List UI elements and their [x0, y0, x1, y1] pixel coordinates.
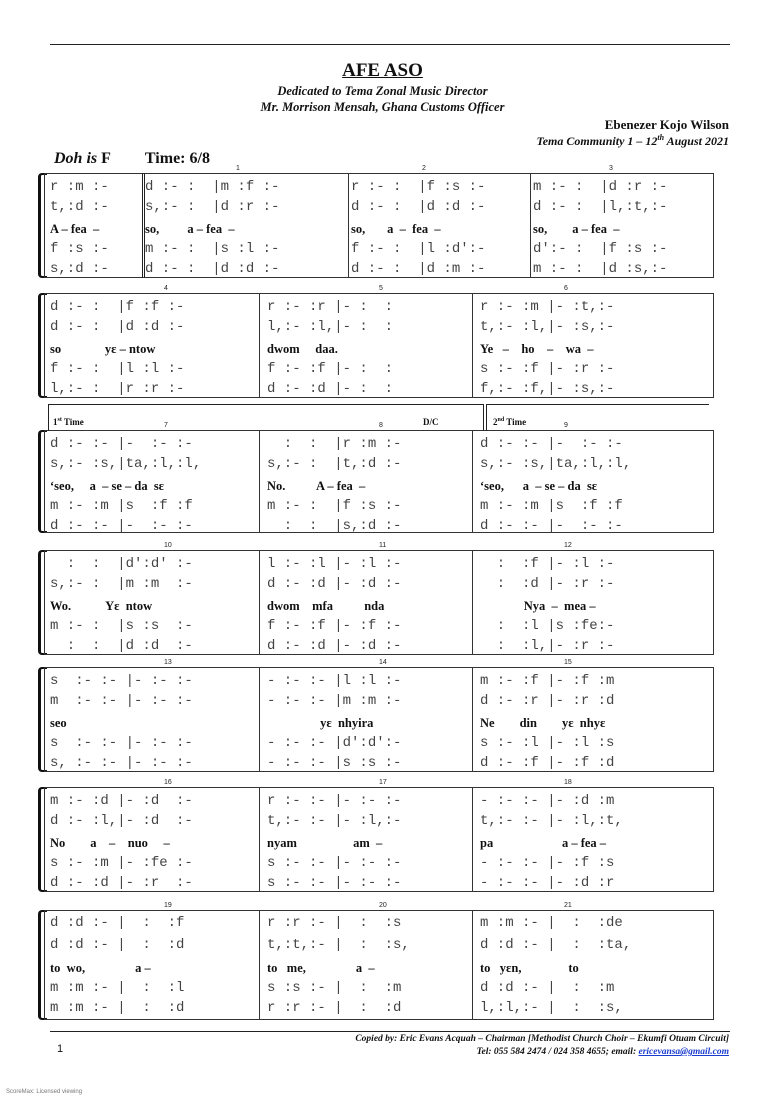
measure-number: 3	[609, 165, 613, 172]
lyrics-row	[44, 833, 714, 853]
solfa-cell: m :m :- | : :l	[50, 980, 185, 996]
solfa-cell: - :- :- |- :d :r	[480, 875, 615, 891]
solfa-cell: s :- :f |- :r :-	[480, 361, 615, 377]
score-system	[44, 902, 714, 1020]
lyric-cell: ‘seo, a – se – da sɛ	[50, 479, 165, 493]
lyric-cell: to wo, a –	[50, 961, 151, 975]
score-system	[44, 417, 714, 534]
solfa-cell: r :r :- | : :d	[267, 1000, 402, 1016]
solfa-cell: s :- :- |- :- :-	[267, 875, 402, 891]
solfa-cell: m :- :f |- :f :m	[480, 673, 615, 689]
solfa-cell: m :- : |d :s,:-	[533, 261, 668, 277]
solfa-row	[44, 935, 714, 955]
score-system	[44, 659, 714, 772]
solfa-cell: - :- :- |- :f :s	[480, 855, 615, 871]
solfa-cell: f :s :-	[50, 241, 109, 257]
lyric-cell: Ye – ho – wa –	[480, 342, 594, 356]
solfa-cell: d :- :f |- :f :d	[480, 755, 615, 771]
measure-number: 15	[564, 659, 572, 666]
solfa-row	[44, 636, 714, 656]
solfa-cell: s :- :- |- :- :-	[267, 855, 402, 871]
measure-number: 16	[164, 779, 172, 786]
solfa-row	[44, 496, 714, 516]
time-signature: Time: 6/8	[144, 150, 210, 167]
solfa-row	[44, 554, 714, 574]
solfa-cell: d :- :d |- : :	[267, 381, 394, 397]
solfa-row	[44, 671, 714, 691]
solfa-cell: m :- :d |- :d :-	[50, 793, 193, 809]
solfa-cell: d :- :- |- :- :-	[480, 436, 623, 452]
song-title: AFE ASO	[342, 60, 423, 81]
solfa-cell: d':- : |f :s :-	[533, 241, 668, 257]
measure-number: 12	[564, 542, 572, 549]
lyrics-row	[44, 476, 714, 496]
measure-number: 6	[564, 285, 568, 292]
score-system	[44, 542, 714, 655]
solfa-cell: r :- : |f :s :-	[351, 179, 486, 195]
top-rule	[50, 44, 730, 45]
solfa-cell: : : |d':d' :-	[50, 556, 193, 572]
solfa-row	[44, 379, 714, 399]
solfa-row	[44, 853, 714, 873]
lyric-cell: so, a – fea –	[351, 222, 441, 236]
solfa-cell: t,:- :- |- :l,:t,	[480, 813, 623, 829]
lyrics-row	[44, 339, 714, 359]
solfa-cell: m :m :- | : :de	[480, 915, 623, 931]
email-link[interactable]: ericevansa@gmail.com	[638, 1047, 729, 1057]
solfa-cell: d :- : |l,:t,:-	[533, 199, 668, 215]
solfa-cell: l,:l,:- | : :s,	[480, 1000, 623, 1016]
solfa-cell: - :- :- |l :l :-	[267, 673, 402, 689]
measure-number: 19	[164, 902, 172, 909]
solfa-cell: m :- :m |s :f :f	[480, 498, 623, 514]
solfa-row	[44, 791, 714, 811]
solfa-cell: s :- :- |- :- :-	[50, 735, 193, 751]
solfa-row	[44, 454, 714, 474]
measure-number: 5	[379, 285, 383, 292]
solfa-cell: - :- :- |m :m :-	[267, 693, 402, 709]
solfa-row	[44, 616, 714, 636]
solfa-cell: f :- :f |- : :	[267, 361, 394, 377]
doh-key: F	[101, 150, 111, 167]
solfa-cell: s :- :- |- :- :-	[50, 673, 193, 689]
solfa-cell: d :d :- | : :ta,	[480, 937, 632, 953]
solfa-cell: s :- :l |- :l :s	[480, 735, 615, 751]
solfa-row	[44, 978, 714, 998]
lyric-cell: No. A – fea –	[267, 479, 366, 493]
solfa-row	[44, 197, 714, 217]
dc-marking: D/C	[423, 417, 439, 427]
solfa-row	[44, 516, 714, 536]
solfa-row	[44, 873, 714, 893]
lyric-cell: A – fea –	[50, 222, 100, 236]
solfa-cell: d :- :r |- :r :d	[480, 693, 615, 709]
lyrics-row	[44, 596, 714, 616]
lyric-cell: Ne din yɛ nhyɛ	[480, 716, 606, 730]
solfa-cell: : : |s,:d :-	[267, 518, 402, 534]
solfa-cell: d :- :l,|- :d :-	[50, 813, 193, 829]
solfa-cell: s,:- : |t,:d :-	[267, 456, 402, 472]
solfa-row	[44, 177, 714, 197]
solfa-cell: - :- :- |d':d':-	[267, 735, 402, 751]
dedication-line-1: Dedicated to Tema Zonal Music Director	[277, 84, 488, 98]
solfa-cell: f :- : |l :l :-	[50, 361, 185, 377]
solfa-cell: s :s :- | : :m	[267, 980, 402, 996]
solfa-row	[44, 434, 714, 454]
solfa-cell: d :d :- | : :m	[480, 980, 615, 996]
solfa-cell: m :- : |s :s :-	[50, 618, 193, 634]
lyrics-row	[44, 219, 714, 239]
solfa-cell: s,:- :s,|ta,:l,:l,	[480, 456, 632, 472]
lyric-cell: pa a – fea –	[480, 836, 607, 850]
key-time-signature	[54, 150, 210, 168]
measure-number: 11	[379, 542, 387, 549]
solfa-cell: s,:d :-	[50, 261, 109, 277]
measure-number: 7	[164, 422, 168, 429]
score-system	[44, 779, 714, 892]
solfa-cell: m :m :- | : :d	[50, 1000, 185, 1016]
solfa-cell: - :- :- |s :s :-	[267, 755, 402, 771]
solfa-cell: d :- : |d :d :-	[50, 319, 185, 335]
solfa-cell: r :r :- | : :s	[267, 915, 402, 931]
measure-number: 21	[564, 902, 572, 909]
solfa-cell: d :- :d |- :d :-	[267, 576, 402, 592]
solfa-cell: : :d |- :r :-	[480, 576, 615, 592]
solfa-cell: s,:- : |d :r :-	[145, 199, 280, 215]
lyrics-row	[44, 713, 714, 733]
copied-by: Copied by: Eric Evans Acquah – Chairman [Methodist Church Choir – Ekumfi Otuam Circuit]	[355, 1034, 729, 1044]
solfa-cell: t,:d :-	[50, 199, 109, 215]
volta-label-2: 2nd Time	[493, 417, 527, 427]
solfa-cell: f :- :f |- :f :-	[267, 618, 402, 634]
solfa-cell: d :- : |f :f :-	[50, 299, 185, 315]
solfa-cell: d :- : |d :m :-	[351, 261, 486, 277]
solfa-cell: d :- :- |- :- :-	[480, 518, 623, 534]
solfa-cell: m :- : |f :s :-	[267, 498, 402, 514]
composition-place-date: Tema Community 1 – 12th August 2021	[536, 133, 729, 148]
lyrics-row	[44, 958, 714, 978]
dedication-line-2: Mr. Morrison Mensah, Ghana Customs Officer	[260, 100, 505, 114]
solfa-cell: s,:- : |m :m :-	[50, 576, 193, 592]
solfa-row	[44, 913, 714, 933]
solfa-cell: t,:- :- |- :l,:-	[267, 813, 402, 829]
solfa-cell: d :- : |d :d :-	[145, 261, 280, 277]
lyric-cell: so yɛ – ntow	[50, 342, 156, 356]
solfa-cell: d :- :- |- :- :-	[50, 436, 193, 452]
solfa-row	[44, 733, 714, 753]
solfa-cell: d :- :- |- :- :-	[50, 518, 193, 534]
measure-number: 14	[379, 659, 387, 666]
solfa-cell: m :- :- |- :- :-	[50, 693, 193, 709]
solfa-row	[44, 998, 714, 1018]
solfa-cell: l :- :l |- :l :-	[267, 556, 402, 572]
solfa-cell: d :d :- | : :d	[50, 937, 185, 953]
measure-number: 17	[379, 779, 387, 786]
solfa-row	[44, 574, 714, 594]
solfa-row	[44, 811, 714, 831]
solfa-row	[44, 317, 714, 337]
lyric-cell: ‘seo, a – se – da sɛ	[480, 479, 598, 493]
score-system	[44, 165, 714, 278]
lyric-cell: so, a – fea –	[145, 222, 235, 236]
lyric-cell: Nya – mea –	[480, 599, 596, 613]
lyric-cell: nyam am –	[267, 836, 383, 850]
solfa-cell: r :- :m |- :t,:-	[480, 299, 615, 315]
doh-label: Doh is	[54, 150, 98, 167]
measure-number: 2	[422, 165, 426, 172]
solfa-cell: d :- :d |- :r :-	[50, 875, 193, 891]
measure-number: 8	[379, 422, 383, 429]
solfa-cell: t,:- :l,|- :s,:-	[480, 319, 615, 335]
solfa-cell: s,:- :s,|ta,:l,:l,	[50, 456, 202, 472]
volta-bracket-1	[48, 404, 484, 431]
watermark-text: ScoreMax: Licensed viewing	[6, 1089, 83, 1095]
solfa-cell: f :- : |l :d':-	[351, 241, 486, 257]
measure-number: 13	[164, 659, 172, 666]
solfa-cell: m :- :m |s :f :f	[50, 498, 193, 514]
lyric-cell: yɛ nhyira	[267, 716, 374, 730]
solfa-cell: t,:t,:- | : :s,	[267, 937, 410, 953]
solfa-cell: : : |r :m :-	[267, 436, 402, 452]
solfa-cell: l,:- : |r :r :-	[50, 381, 185, 397]
solfa-cell: d :d :- | : :f	[50, 915, 185, 931]
solfa-row	[44, 259, 714, 279]
solfa-cell: r :m :-	[50, 179, 109, 195]
solfa-cell: m :- : |d :r :-	[533, 179, 668, 195]
score-system	[44, 285, 714, 398]
solfa-row	[44, 359, 714, 379]
lyric-cell: No a – nuo –	[50, 836, 170, 850]
page-number: 1	[57, 1043, 64, 1055]
lyric-cell: Wo. Yɛ ntow	[50, 599, 153, 613]
measure-number: 20	[379, 902, 387, 909]
solfa-cell: s, :- :- |- :- :-	[50, 755, 193, 771]
solfa-cell: : :f |- :l :-	[480, 556, 615, 572]
measure-number: 4	[164, 285, 168, 292]
contact-line: Tel: 055 584 2474 / 024 358 4655; email: ericevansa@gmail.com	[476, 1047, 729, 1057]
composer-name: Ebenezer Kojo Wilson	[604, 117, 729, 132]
lyric-cell: seo	[50, 716, 67, 730]
solfa-cell: m :- : |s :l :-	[145, 241, 280, 257]
solfa-cell: : :l,|- :r :-	[480, 638, 615, 654]
solfa-cell: d :- : |d :d :-	[351, 199, 486, 215]
solfa-cell: r :- :r |- : :	[267, 299, 394, 315]
solfa-cell: r :- :- |- :- :-	[267, 793, 402, 809]
solfa-cell: - :- :- |- :d :m	[480, 793, 615, 809]
lyric-cell: dwom mfa nda	[267, 599, 385, 613]
solfa-cell: : :l |s :fe:-	[480, 618, 615, 634]
lyric-cell: to me, a –	[267, 961, 375, 975]
solfa-row	[44, 691, 714, 711]
solfa-cell: s :- :m |- :fe :-	[50, 855, 193, 871]
solfa-row	[44, 297, 714, 317]
solfa-cell: d :- : |m :f :-	[145, 179, 280, 195]
solfa-cell: : : |d :d :-	[50, 638, 193, 654]
solfa-row	[44, 239, 714, 259]
lyric-cell: dwom daa.	[267, 342, 338, 356]
lyric-cell: so, a – fea –	[533, 222, 620, 236]
measure-number: 9	[564, 422, 568, 429]
footer-rule	[50, 1031, 730, 1032]
solfa-cell: l,:- :l,|- : :	[267, 319, 394, 335]
volta-label-1: 1st Time	[53, 417, 84, 427]
solfa-row	[44, 753, 714, 773]
solfa-cell: f,:- :f,|- :s,:-	[480, 381, 615, 397]
measure-number: 1	[236, 165, 240, 172]
measure-number: 18	[564, 779, 572, 786]
solfa-cell: d :- :d |- :d :-	[267, 638, 402, 654]
measure-number: 10	[164, 542, 172, 549]
lyric-cell: to yɛn, to	[480, 961, 579, 975]
